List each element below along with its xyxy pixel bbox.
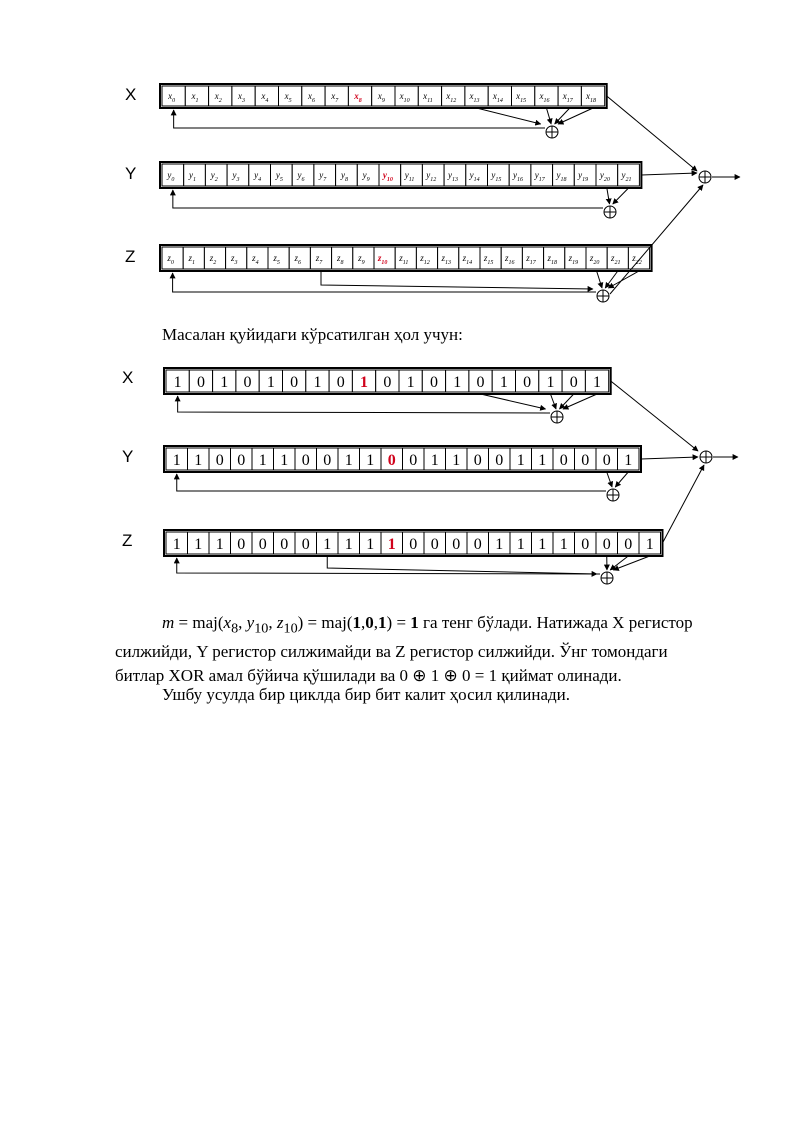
cell-x-5: $x_5$ [284,91,292,104]
bit-cell: 1 [645,536,654,553]
formula-line-2: силжийди, Y регистор силжимайди ва Z регистор силжийди. Ўнг томондаги [115,642,668,662]
bit-cell: 1 [344,452,353,469]
bit-cell: 0 [409,536,418,553]
bit-cell: 1 [215,536,224,553]
bit-register-y [122,446,698,501]
cell-x-13: $x_{13}$ [469,91,480,104]
bit-cell: 1 [387,536,396,553]
xor-icon [551,411,563,423]
cell-z-4: $z_4$ [252,253,259,266]
cell-x-3: $x_3$ [238,91,246,104]
cell-z-16: $z_{16}$ [505,253,515,266]
bit-cell: 1 [220,374,229,391]
cell-x-15: $x_{15}$ [516,91,527,104]
bit-cell: 1 [172,536,181,553]
register-label: X [125,85,137,104]
cell-z-19: $z_{19}$ [568,253,579,266]
bit-cell: 1 [546,374,555,391]
bit-cell: 0 [602,536,611,553]
cell-y-20: $y_{20}$ [599,170,610,183]
bit-cell: 0 [323,452,332,469]
bit-cell: 1 [430,452,439,469]
cell-z-13: $z_{13}$ [441,253,451,266]
bit-cell: 0 [602,452,611,469]
bit-cell: 1 [495,536,504,553]
bit-cell: 0 [559,452,568,469]
bit-cell: 1 [452,452,461,469]
cell-z-7: $z_7$ [315,253,323,266]
bit-cell: 0 [430,536,439,553]
numeric-register-diagram [122,368,738,584]
cell-x-12: $x_{12}$ [446,91,457,104]
cell-z-3: $z_3$ [230,253,238,266]
xor-icon [546,126,558,138]
cell-y-18: $y_{18}$ [556,170,567,183]
cell-y-19: $y_{19}$ [578,170,589,183]
cell-z-1: $z_1$ [188,253,196,266]
register-x [125,84,697,171]
cell-x-4: $x_4$ [261,91,269,104]
register-label: Z [125,247,136,266]
cell-y-7: $y_7$ [319,170,327,183]
cell-y-3: $y_3$ [232,170,240,183]
cell-y-21: $y_{21}$ [621,170,632,183]
xor-icon [597,290,609,302]
cell-x-7: $x_7$ [331,91,339,104]
bit-cell: 1 [624,452,633,469]
maj-result: 1 [410,613,419,632]
cell-z-9: $z_9$ [358,253,365,266]
cell-x-8: $x_8$ [354,91,362,104]
cell-z-5: $z_5$ [273,253,280,266]
cell-x-14: $x_{14}$ [492,91,503,104]
bit-cell: 0 [569,374,578,391]
bit-cell: 0 [215,452,224,469]
final-text: Ушбу усулда бир циклда бир бит калит ҳосил қилинади. [162,685,571,704]
cell-x-17: $x_{17}$ [562,91,573,104]
bit-cell: 1 [280,452,289,469]
cell-y-8: $y_8$ [340,170,348,183]
bit-register-x [122,368,698,451]
cell-y-0: $y_0$ [167,170,175,183]
bit-cell: 0 [243,374,252,391]
cell-y-4: $y_4$ [254,170,262,183]
bit-cell: 1 [538,536,547,553]
bit-cell: 1 [266,374,275,391]
bit-cell: 0 [290,374,299,391]
register-label: X [122,368,134,387]
cell-y-1: $y_1$ [189,170,197,183]
bit-register-z [122,465,704,584]
symbolic-register-diagram [125,84,740,302]
cell-y-6: $y_6$ [297,170,305,183]
bit-cell: 1 [258,452,267,469]
bit-cell: 0 [495,452,504,469]
cell-x-18: $x_{18}$ [586,91,597,104]
bit-cell: 0 [387,452,396,469]
bit-cell: 0 [581,536,590,553]
register-label: Y [122,447,134,466]
bit-cell: 0 [258,536,267,553]
cell-z-10: $z_{10}$ [377,253,388,266]
bit-cell: 0 [429,374,438,391]
xor-icon [604,206,616,218]
bit-cell: 1 [366,452,375,469]
bit-cell: 1 [360,374,369,391]
cell-z-8: $z_8$ [336,253,344,266]
cell-z-2: $z_2$ [209,253,217,266]
cell-z-17: $z_{17}$ [526,253,536,266]
bit-cell: 0 [336,374,345,391]
bit-cell: 0 [476,374,485,391]
cell-y-11: $y_{11}$ [404,170,415,183]
cell-z-6: $z_6$ [294,253,302,266]
m-var: m [162,613,175,632]
bit-cell: 0 [196,374,205,391]
cell-y-15: $y_{15}$ [491,170,502,183]
register-label: Y [125,164,137,183]
cell-z-22: $z_{22}$ [632,253,642,266]
formula-paragraph: $m = maj(x_8$, $y_{10}$, $z_{10}) = maj(1,0,1) = 1$ га тенг бўлади. Натижада X регистор силжийди, Y регистор силжимайди ва Z регистор силжийди. Ўнг томондаги битлар XOR амал бўйича қўшилади ва 0 ⊕ 1 ⊕ 0 = 1 қиймат олинади. [115,611,742,688]
cell-z-15: $z_{15}$ [483,253,494,266]
cell-x-16: $x_{16}$ [539,91,550,104]
bit-cell: 1 [516,452,525,469]
bit-cell: 1 [538,452,547,469]
bit-cell: 0 [383,374,392,391]
xor-icon [601,572,613,584]
bit-cell: 0 [237,452,246,469]
cell-y-9: $y_9$ [362,170,370,183]
bit-cell: 1 [499,374,508,391]
bit-cell: 1 [366,536,375,553]
cell-x-1: $x_1$ [191,91,199,104]
bit-cell: 0 [237,536,246,553]
final-xor-icon [699,171,711,183]
bit-cell: 0 [473,452,482,469]
bit-cell: 1 [406,374,415,391]
cell-x-9: $x_9$ [377,91,385,104]
cell-x-11: $x_{11}$ [423,91,433,104]
cell-y-13: $y_{13}$ [447,170,458,183]
register-y [125,162,697,218]
bit-cell: 1 [559,536,568,553]
bit-cell: 1 [313,374,322,391]
cell-y-14: $y_{14}$ [469,170,480,183]
bit-cell: 0 [452,536,461,553]
bit-cell: 0 [473,536,482,553]
cell-y-12: $y_{12}$ [426,170,437,183]
cell-y-16: $y_{16}$ [513,170,524,183]
bit-cell: 1 [516,536,525,553]
bit-cell: 1 [194,452,203,469]
cell-z-18: $z_{18}$ [547,253,557,266]
bit-cell: 0 [523,374,532,391]
intro-text: Масалан қуйидаги кўрсатилган ҳол учун: [162,325,463,344]
cell-x-10: $x_{10}$ [399,91,410,104]
final-xor-icon [700,451,712,463]
cell-x-6: $x_6$ [307,91,315,104]
cell-z-20: $z_{20}$ [589,253,600,266]
bit-cell: 0 [624,536,633,553]
cell-x-2: $x_2$ [214,91,222,104]
bit-cell: 1 [172,452,181,469]
cell-z-14: $z_{14}$ [462,253,473,266]
register-label: Z [122,531,133,550]
bit-cell: 0 [409,452,418,469]
bit-cell: 0 [581,452,590,469]
bit-cell: 0 [280,536,289,553]
cell-z-12: $z_{12}$ [420,253,430,266]
cell-x-0: $x_0$ [168,91,176,104]
cell-z-11: $z_{11}$ [399,253,409,266]
bit-cell: 1 [173,374,182,391]
bit-cell: 0 [301,452,310,469]
cell-y-2: $y_2$ [210,170,218,183]
xor-icon [607,489,619,501]
bit-cell: 1 [344,536,353,553]
cell-y-17: $y_{17}$ [534,170,545,183]
bit-cell: 1 [453,374,462,391]
bit-cell: 1 [593,374,602,391]
bit-cell: 1 [323,536,332,553]
cell-y-10: $y_{10}$ [382,170,393,183]
bit-cell: 1 [194,536,203,553]
register-z [125,185,703,302]
cell-z-21: $z_{21}$ [611,253,621,266]
cell-y-5: $y_5$ [275,170,283,183]
bit-cell: 0 [301,536,310,553]
formula-line-3: битлар XOR амал бўйича қўшилади ва 0 ⊕ 1 ⊕ 0 = 1 қиймат олинади. [115,666,622,686]
cell-z-0: $z_0$ [167,253,174,266]
